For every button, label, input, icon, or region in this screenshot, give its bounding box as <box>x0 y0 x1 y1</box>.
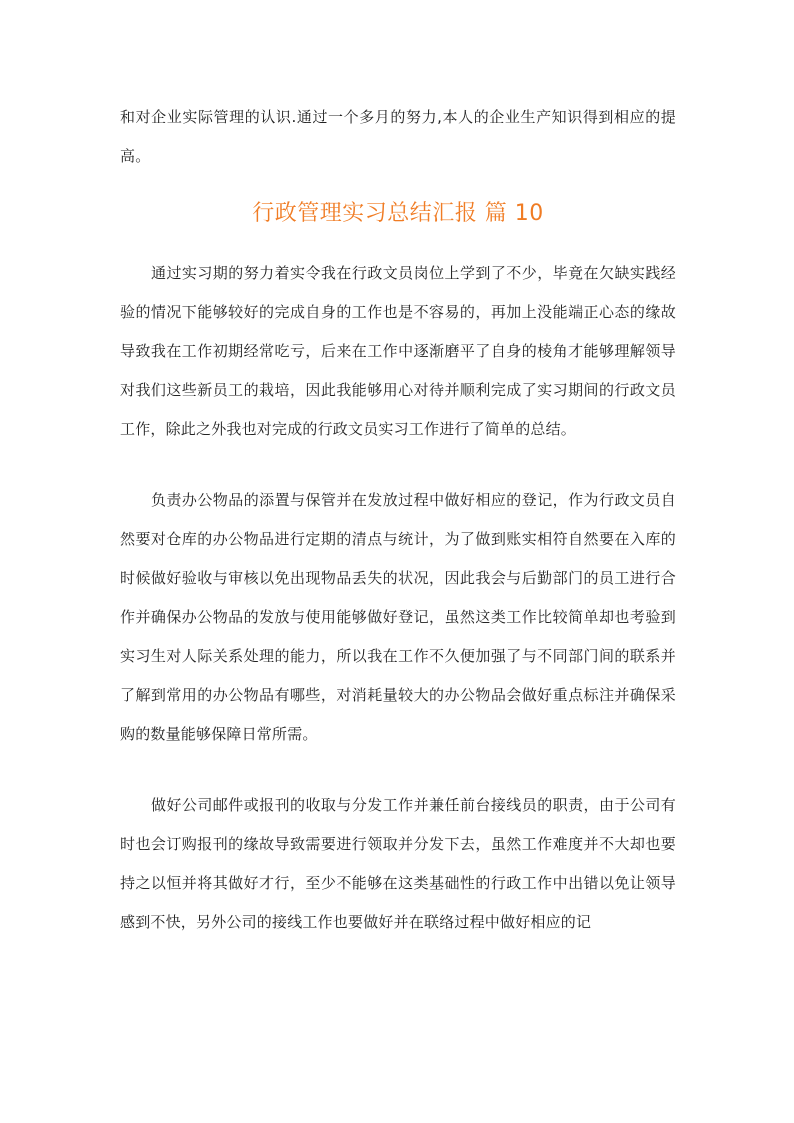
paragraph-spacer <box>120 754 676 786</box>
intro-paragraph: 和对企业实际管理的认识.通过一个多月的努力,本人的企业生产知识得到相应的提高。 <box>120 108 676 165</box>
section-title: 行政管理实习总结汇报 篇 10 <box>252 201 544 226</box>
body-paragraph-1: 通过实习期的努力着实令我在行政文员岗位上学到了不少，毕竟在欠缺实践经验的情况下能够较好的完成自身的工作也是不容易的，再加上没能端正心态的缘故导致我在工作初期经常吃亏，后来在工作中逐渐磨平了自身的棱角才能够理解领导对我们这些新员工的栽培，因此我能够用心对待并顺利完成了实习期间的行政文员工作，除此之外我也对完成的行政文员实习工作进行了简单的总结。 <box>120 264 676 438</box>
document-content <box>120 98 676 942</box>
section-heading-wrap <box>120 184 676 244</box>
paragraph-spacer <box>120 449 676 481</box>
body-paragraph-2: 负责办公物品的添置与保管并在发放过程中做好相应的登记，作为行政文员自然要对仓库的办公物品进行定期的清点与统计，为了做到账实相符自然要在入库的时候做好验收与审核以免出现物品丢失的状况，因此我会与后勤部门的员工进行合作并确保办公物品的发放与使用能够做好登记，虽然这类工作比较简单却也考验到实习生对人际关系处理的能力，所以我在工作不久便加强了与不同部门间的联系并了解到常用的办公物品有哪些，对消耗量较大的办公物品会做好重点标注并确保采购的数量能够保障日常所需。 <box>120 491 676 743</box>
body-paragraph-3: 做好公司邮件或报刊的收取与分发工作并兼任前台接线员的职责，由于公司有时也会订购报刊的缘故导致需要进行领取并分发下去，虽然工作难度并不大却也要持之以恒并将其做好才行，至少不能够在这类基础性的行政工作中出错以免让领导感到不快，另外公司的接线工作也要做好并在联络过程中做好相应的记 <box>120 796 676 931</box>
